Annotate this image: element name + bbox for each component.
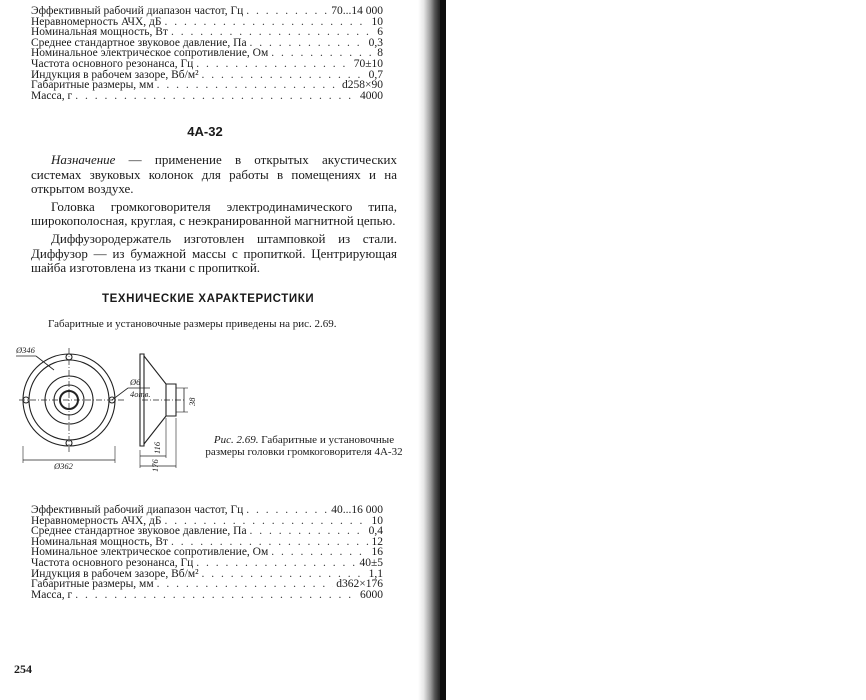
dim-label-38: 38 xyxy=(187,397,197,406)
leader-dots xyxy=(250,526,366,537)
spec-label: Номинальное электрическое сопротивление, Ом xyxy=(31,546,269,559)
spec-label: Частота основного резонанса, Гц xyxy=(31,57,194,70)
spec-value: 6 xyxy=(377,26,383,39)
dim-label-d362: Ø362 xyxy=(54,461,73,471)
spec-label: Номинальная мощность, Вт xyxy=(31,26,168,39)
spec-value: 6000 xyxy=(360,588,383,601)
leader-dots xyxy=(75,590,357,601)
spec-value: d258×90 xyxy=(342,79,383,92)
purpose-label: Назначение xyxy=(51,152,116,167)
leader-dots xyxy=(246,505,328,516)
dim-label-d346: Ø346 xyxy=(16,345,35,355)
leader-dots xyxy=(202,70,366,81)
caption-label: Рис. 2.69. xyxy=(213,434,259,446)
spec-label: Частота основного резонанса, Гц xyxy=(31,556,194,569)
leader-dots xyxy=(246,6,328,17)
spec-label: Эффективный рабочий диапазон частот, Гц xyxy=(31,504,244,516)
leader-dots xyxy=(196,59,350,70)
dim-label-116: 116 xyxy=(152,441,162,454)
purpose-paragraph xyxy=(31,153,397,197)
spec-value: 1,1 xyxy=(368,567,383,580)
type-paragraph: Головка громкоговорителя электродинамического типа, широкополосная, круглая, с неэкранированной магнитной цепью. xyxy=(31,198,397,229)
leader-dots xyxy=(196,558,356,569)
spec-row xyxy=(31,91,383,102)
spec-label: Среднее стандартное звуковое давление, Па xyxy=(31,36,247,49)
spec-row xyxy=(31,590,383,601)
spec-value: 4000 xyxy=(360,89,383,102)
dimensions-note: Габаритные и установочные размеры приведены на рис. 2.69. xyxy=(48,318,337,330)
spec-label: Номинальное электрическое сопротивление, Ом xyxy=(31,47,269,60)
spec-value: 16 xyxy=(371,546,383,559)
leader-dots xyxy=(75,91,357,102)
figure-caption xyxy=(204,434,404,458)
construction-paragraph: Диффузородержатель изготовлен штамповкой из стали. Диффузор — из бумажной массы с пропиткой. Центрирующая шайба изготовлена из ткани с пропиткой. xyxy=(31,230,397,276)
spec-label: Неравномерность АЧХ, дБ xyxy=(31,15,162,28)
dim-label-d6: Ø6 xyxy=(130,377,141,387)
spec-label: Индукция в рабочем зазоре, Вб/м² xyxy=(31,68,199,81)
spec-label: Масса, г xyxy=(31,588,73,601)
spec-value: 0,4 xyxy=(368,525,383,538)
section-heading: ТЕХНИЧЕСКИЕ ХАРАКТЕРИСТИКИ xyxy=(102,293,315,305)
spec-label: Эффективный рабочий диапазон частот, Гц xyxy=(31,5,244,17)
spec-value: 8 xyxy=(377,47,383,60)
spec-row xyxy=(31,505,383,516)
page-number: 254 xyxy=(14,662,32,676)
leader-dots xyxy=(165,17,369,28)
spec-label: Неравномерность АЧХ, дБ xyxy=(31,514,162,527)
spec-row xyxy=(31,579,383,590)
leader-dots xyxy=(271,547,368,558)
spec-label: Масса, г xyxy=(31,89,73,102)
spec-table-4a32 xyxy=(31,505,383,600)
spec-label: Номинальная мощность, Вт xyxy=(31,535,168,548)
spec-label: Габаритные размеры, мм xyxy=(31,79,154,92)
model-title: 4А-32 xyxy=(187,124,223,139)
spec-row xyxy=(31,558,383,569)
caption-text: Габаритные и установочные размеры головки громкоговорителя 4А-32 xyxy=(205,434,403,458)
spec-value: 12 xyxy=(371,535,383,548)
leader-dots xyxy=(157,579,334,590)
spec-value: 0,3 xyxy=(368,36,383,49)
spec-label: Среднее стандартное звуковое давление, Па xyxy=(31,525,247,538)
description-text xyxy=(31,153,397,276)
spec-value: 40±5 xyxy=(359,556,383,569)
dim-label-176: 176 xyxy=(150,459,160,472)
purpose-text: — применение в открытых акустических системах звуковых колонок для работы в помещениях и на открытом воздухе. xyxy=(31,152,397,197)
leader-dots xyxy=(157,80,339,91)
spec-label: Индукция в рабочем зазоре, Вб/м² xyxy=(31,567,199,580)
spec-row xyxy=(31,80,383,91)
spec-value: 10 xyxy=(371,15,383,28)
spec-value: 10 xyxy=(371,514,383,527)
spec-row xyxy=(31,6,383,17)
spec-value: 70±10 xyxy=(353,57,383,70)
spec-value: 0,7 xyxy=(368,68,383,81)
dim-label-holes: 4отв. xyxy=(130,389,151,399)
spec-value: 70...14 000 xyxy=(331,5,383,17)
spec-value: d362×176 xyxy=(336,578,383,591)
spec-row xyxy=(31,59,383,70)
spec-value: 40...16 000 xyxy=(331,504,383,516)
spec-label: Габаритные размеры, мм xyxy=(31,578,154,591)
spec-table-previous xyxy=(31,6,383,101)
book-gutter-edge xyxy=(440,0,446,700)
